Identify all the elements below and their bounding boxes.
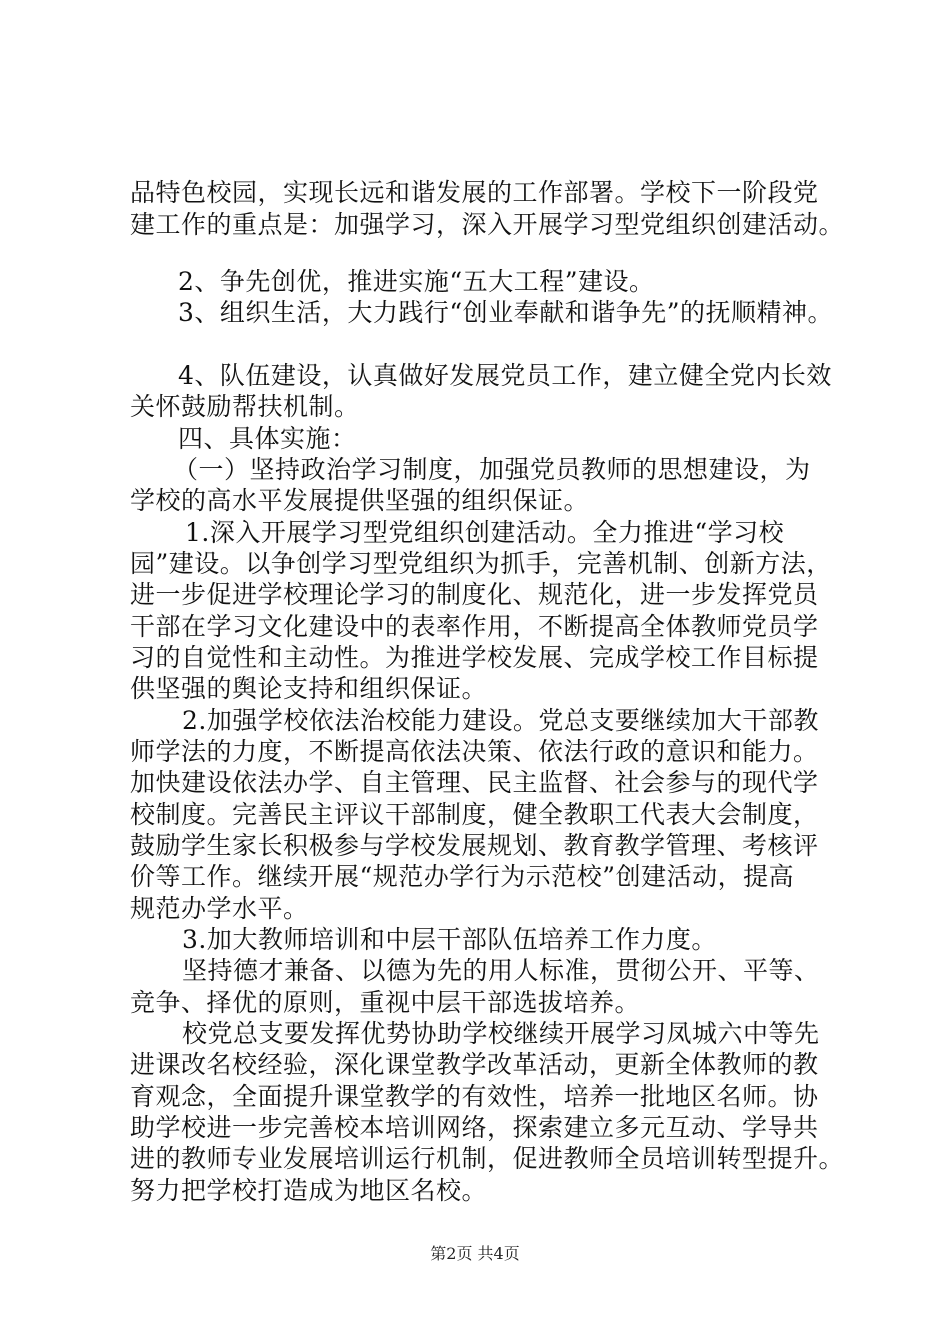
text-line: 3.加大教师培训和中层干部队伍培养工作力度。: [182, 925, 717, 954]
text-line: 供坚强的舆论支持和组织保证。: [130, 674, 488, 703]
text-line: （一）坚持政治学习制度，加强党员教师的思想建设，为: [173, 455, 811, 484]
text-line: 校党总支要发挥优势协助学校继续开展学习凤城六中等先: [182, 1019, 820, 1048]
text-line: 2.加强学校依法治校能力建设。党总支要继续加大干部教: [182, 706, 819, 735]
text-line: 坚持德才兼备、以德为先的用人标准，贯彻公开、平等、: [182, 956, 820, 985]
text-line: 4、队伍建设，认真做好发展党员工作，建立健全党内长效: [178, 361, 832, 390]
text-line: 习的自觉性和主动性。为推进学校发展、完成学校工作目标提: [130, 643, 819, 672]
text-line: 校制度。完善民主评议干部制度，健全教职工代表大会制度，: [130, 800, 819, 829]
text-line: 进课改名校经验，深化课堂教学改革活动，更新全体教师的教: [130, 1050, 819, 1079]
text-line: 3、组织生活，大力践行“创业奉献和谐争先”的抚顺精神。: [178, 298, 833, 327]
text-line: 建工作的重点是：加强学习，深入开展学习型党组织创建活动。: [130, 210, 845, 239]
text-line: 努力把学校打造成为地区名校。: [130, 1176, 488, 1205]
text-line: 育观念，全面提升课堂教学的有效性，培养一批地区名师。协: [130, 1082, 819, 1111]
text-line: 进的教师专业发展培训运行机制，促进教师全员培训转型提升。: [130, 1144, 845, 1173]
text-line: 园”建设。以争创学习型党组织为抓手，完善机制、创新方法，: [130, 549, 832, 578]
text-line: 规范办学水平。: [130, 894, 309, 923]
text-line: 师学法的力度，不断提高依法决策、依法行政的意识和能力。: [130, 737, 819, 766]
text-line: 进一步促进学校理论学习的制度化、规范化，进一步发挥党员: [130, 580, 819, 609]
text-line: 1.深入开展学习型党组织创建活动。全力推进“学习校: [185, 518, 785, 547]
text-line: 学校的高水平发展提供坚强的组织保证。: [130, 486, 590, 515]
text-line: 干部在学习文化建设中的表率作用，不断提高全体教师党员学: [130, 612, 819, 641]
text-line: 竞争、择优的原则，重视中层干部选拔培养。: [130, 988, 641, 1017]
text-line: 2、争先创优，推进实施“五大工程”建设。: [178, 267, 655, 296]
text-line: 加快建设依法办学、自主管理、民主监督、社会参与的现代学: [130, 768, 819, 797]
section-heading: 四、具体实施：: [178, 424, 357, 453]
text-line: 品特色校园，实现长远和谐发展的工作部署。学校下一阶段党: [130, 178, 819, 207]
text-line: 价等工作。继续开展“规范办学行为示范校”创建活动，提高: [130, 862, 795, 891]
page-number-footer: 第2页 共4页: [430, 1244, 520, 1263]
text-line: 关怀鼓励帮扶机制。: [130, 392, 360, 421]
text-line: 助学校进一步完善校本培训网络，探索建立多元互动、学导共: [130, 1113, 819, 1142]
text-line: 鼓励学生家长积极参与学校发展规划、教育教学管理、考核评: [130, 831, 819, 860]
